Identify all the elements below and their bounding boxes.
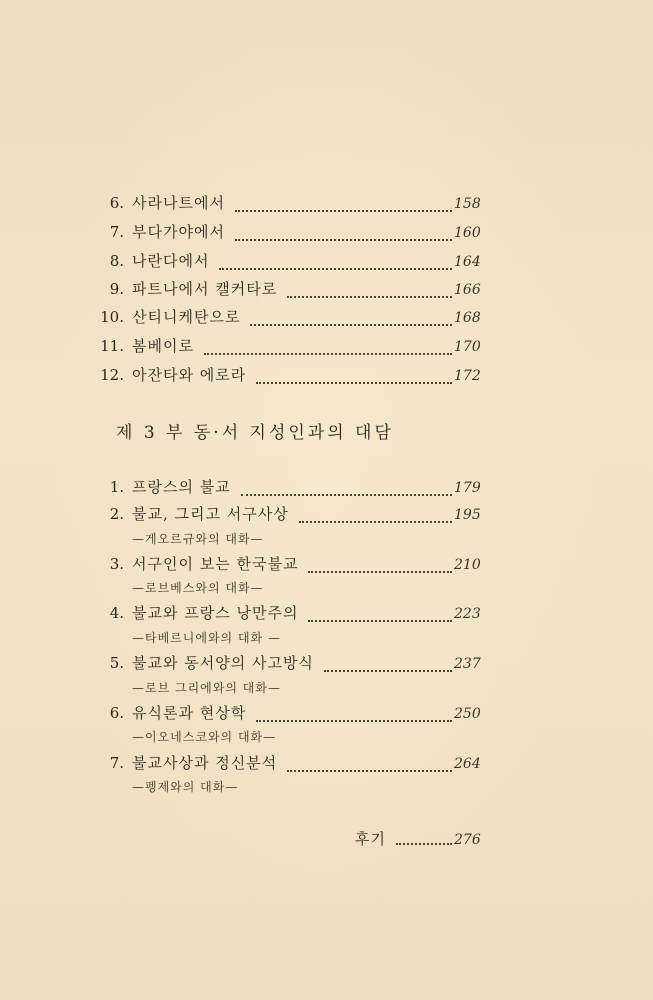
entry-number: 4. xyxy=(109,604,124,622)
afterword-title: 후기 xyxy=(355,830,386,848)
entry-number: 10. xyxy=(100,308,124,326)
entry-title: 부다가야에서 xyxy=(132,223,225,241)
entry-title: 사라나트에서 xyxy=(132,194,225,212)
entry-page: 264 xyxy=(454,756,481,772)
entry-subtitle: —펭제와의 대화— xyxy=(132,780,239,794)
entry-title: 파트나에서 캘커타로 xyxy=(132,280,278,298)
toc-entry xyxy=(88,702,488,726)
entry-page: 250 xyxy=(454,706,481,722)
entry-number: 9. xyxy=(109,280,124,298)
entry-subtitle: —로브 그리에와의 대화— xyxy=(132,681,281,695)
entry-number: 6. xyxy=(109,704,124,722)
entry-page: 164 xyxy=(454,254,481,270)
entry-number: 2. xyxy=(109,505,124,523)
toc-entry xyxy=(88,602,488,626)
entry-title: 서구인이 보는 한국불교 xyxy=(132,555,299,573)
toc-entry-afterword xyxy=(355,828,488,849)
entry-page: 166 xyxy=(454,282,481,298)
leader-dots xyxy=(308,570,452,573)
toc-entry xyxy=(88,250,488,274)
leader-dots xyxy=(299,520,452,523)
entry-title: 나란다에서 xyxy=(132,252,210,270)
entry-subtitle: —이오네스코와의 대화— xyxy=(132,730,277,744)
toc-entry xyxy=(88,476,488,500)
leader-dots xyxy=(219,267,452,270)
toc-entry xyxy=(88,278,488,302)
entry-subtitle: —로브베스와의 대화— xyxy=(132,581,264,595)
entry-subtitle: —타베르니에와의 대화 — xyxy=(132,631,281,645)
entry-number: 6. xyxy=(109,194,124,212)
toc-entry xyxy=(88,553,488,577)
entry-number: 11. xyxy=(100,337,124,355)
entry-number: 5. xyxy=(109,654,124,672)
leader-dots xyxy=(308,619,452,622)
entry-title: 아잔타와 에로라 xyxy=(132,366,247,384)
entry-page: 223 xyxy=(454,606,481,622)
toc-entry xyxy=(88,221,488,245)
toc-entry xyxy=(88,364,488,388)
entry-page: 210 xyxy=(454,557,481,573)
entry-page: 195 xyxy=(454,507,481,523)
leader-dots xyxy=(241,493,452,496)
toc-entry xyxy=(88,652,488,676)
leader-dots xyxy=(235,209,452,212)
entry-page: 172 xyxy=(454,368,481,384)
entry-number: 1. xyxy=(109,478,124,496)
entry-subtitle: —게오르규와의 대화— xyxy=(132,532,264,546)
entry-number: 7. xyxy=(109,754,124,772)
leader-dots xyxy=(287,769,452,772)
entry-page: 168 xyxy=(454,310,481,326)
leader-dots xyxy=(235,238,452,241)
entry-page: 160 xyxy=(454,225,481,241)
entry-number: 12. xyxy=(100,366,124,384)
entry-title: 유식론과 현상학 xyxy=(132,704,247,722)
toc-entry xyxy=(88,192,488,216)
leader-dots xyxy=(287,295,452,298)
toc-entry xyxy=(88,306,488,330)
entry-title: 불교, 그리고 서구사상 xyxy=(132,505,289,523)
leader-dots xyxy=(324,669,452,672)
leader-dots xyxy=(396,842,452,845)
part-heading: 제 3 부 동·서 지성인과의 대담 xyxy=(116,423,394,443)
leader-dots xyxy=(256,381,452,384)
entry-title: 봄베이로 xyxy=(132,337,194,355)
entry-title: 불교와 동서양의 사고방식 xyxy=(132,654,314,672)
entry-number: 3. xyxy=(109,555,124,573)
entry-number: 7. xyxy=(109,223,124,241)
toc-entry xyxy=(88,752,488,776)
entry-page: 158 xyxy=(454,196,481,212)
leader-dots xyxy=(256,719,452,722)
entry-title: 불교사상과 정신분석 xyxy=(132,754,278,772)
entry-title: 프랑스의 불교 xyxy=(132,478,231,496)
entry-title: 산티니케탄으로 xyxy=(132,308,241,326)
entry-number: 8. xyxy=(109,252,124,270)
leader-dots xyxy=(250,323,452,326)
entry-page: 237 xyxy=(454,656,481,672)
afterword-page: 276 xyxy=(454,832,481,848)
leader-dots xyxy=(204,352,452,355)
toc-entry xyxy=(88,503,488,527)
entry-page: 179 xyxy=(454,480,481,496)
entry-title: 불교와 프랑스 낭만주의 xyxy=(132,604,299,622)
toc-entry xyxy=(88,335,488,359)
entry-page: 170 xyxy=(454,339,481,355)
